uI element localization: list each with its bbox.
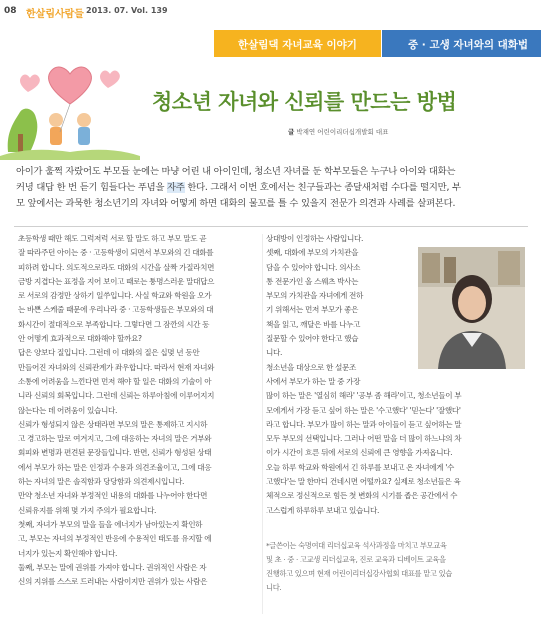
text-line: 초등학생 때만 해도 그럭저럭 서로 할 말도 하고 부모 말도 곧: [18, 234, 207, 243]
text-line: 상대방이 인정하는 사람입니다.: [266, 234, 364, 243]
text-line: 청소년을 대상으로 한 설문조: [266, 362, 357, 372]
text-line: 만들어진 자녀와의 신뢰관계가 좌우합니다. 따라서 현재 자녀와: [18, 362, 215, 372]
section-tab: [214, 30, 381, 57]
text-line: 둘째, 부모는 말에 권위를 가져야 합니다. 권위적인 사람은 자: [18, 562, 207, 572]
lead-line: 한다. 그래서 이번 호에서는 친구들과는 종달새처럼 수다를 떨지만, 부: [184, 182, 461, 193]
text-line: 셋째, 대화에 부모의 가치관을: [266, 248, 359, 258]
lead-paragraph: [16, 164, 526, 212]
author-note: [266, 539, 452, 595]
text-line: 모에게서 가장 듣고 싶어 하는 말은 '수고했다' '믿는다' '잘했다': [266, 405, 461, 415]
small-heart-icon: [100, 71, 120, 88]
byline-prefix: 글: [288, 128, 295, 136]
page-number: 08: [4, 6, 17, 16]
grass-icon: [0, 150, 140, 160]
text-line: 신뢰유지를 위해 몇 가지 주의가 필요합니다.: [18, 505, 157, 515]
text-line: 모두 부모의 선택입니다. 그러나 어떤 말을 더 많이 하느냐의 차: [266, 434, 462, 444]
text-line: 체적으로 정신적으로 힘든 첫 변화의 시기를 좁은 공간에서 수: [266, 491, 458, 501]
divider: [14, 226, 528, 227]
text-line: 소통에 어려움을 느낀다면 먼저 해야 할 일은 대화의 기술이 아: [18, 376, 212, 386]
text-line: 잘 따라주던 아이는 중 · 고등학생이 되면서 부모와의 긴 대화를: [18, 248, 214, 258]
article-byline: [288, 127, 388, 136]
text-line: 니다.: [266, 583, 282, 592]
body-column-left: [18, 232, 260, 589]
topic-tab-label: 중 · 고생 자녀와의 대화법: [408, 39, 529, 51]
text-line: 사에서 부모가 하는 말 중 가장: [266, 376, 361, 386]
child-figure-icon: [49, 113, 63, 127]
text-line: 오늘 하루 학교와 학원에서 긴 하루를 보내고 온 자녀에게 '수: [266, 462, 454, 472]
lead-line: 모 앞에서는 과묵한 청소년기의 자녀와 어떻게 하면 대화의 물꼬를 틀 수 있을지 전문가 의견과 사례를 살펴본다.: [16, 198, 456, 209]
text-line: 로 서로의 감정만 상하기 일쑤입니다. 사실 학교와 학원을 오가: [18, 291, 212, 301]
text-line: 금방 지겹다는 표정을 지어 보이고 때로는 퉁명스러운 말대답으: [18, 276, 215, 286]
small-heart-icon: [20, 75, 40, 92]
text-line: 않는다는 데 어려움이 있습니다.: [18, 405, 118, 415]
text-line: 하는 자녀의 말은 솔직함과 당당함과 의견제시입니다.: [18, 477, 185, 487]
text-line: 라고 합니다. 부모가 많이 하는 말과 아이들이 듣고 싶어하는 말: [266, 419, 462, 429]
text-line: 고스럽게 하루하루 보내고 있습니다.: [266, 505, 380, 515]
author-photo: [418, 247, 525, 369]
magazine-name: 한살림사람들: [26, 9, 84, 20]
byline-author: 박재연 어린이리더십개발회 대표: [296, 128, 389, 136]
topic-tab: [382, 30, 541, 57]
text-line: 답은 양보다 질입니다. 그런데 이 대화의 질은 십몇 년 동안: [18, 348, 200, 358]
text-line: 이가 시간이 흐른 뒤에 서로의 신뢰에 큰 영향을 가져옵니다.: [266, 448, 453, 458]
issue-info: 2013. 07. Vol. 139: [86, 6, 168, 15]
text-line: 질문할 수 있어야 한다고 했습: [266, 334, 359, 344]
text-line: 만약 청소년 자녀와 부정적인 내용의 대화를 나누어야 한다면: [18, 491, 208, 501]
text-line: 담을 수 있어야 합니다. 의사소: [266, 262, 361, 272]
text-line: 신의 지위를 스스로 드러내는 사람이지만 권위가 있는 사람은: [18, 577, 208, 587]
text-line: *글쓴이는 숙명여대 리더십교육 석사과정을 마치고 부모교육: [266, 541, 447, 550]
hearts-illustration: [0, 52, 140, 160]
text-line: 통 전문가인 올 스웨츠 박사는: [266, 276, 359, 286]
text-line: 니다.: [266, 348, 283, 358]
lead-highlight: 자주: [167, 182, 185, 193]
text-line: 고, 부모는 자녀의 부정적인 반응에 수용적인 태도를 유지할 에: [18, 534, 212, 544]
article-title: 청소년 자녀와 신뢰를 만드는 방법: [152, 90, 457, 114]
text-line: 너지가 있는지 확인해야 합니다.: [18, 548, 118, 558]
text-line: 는 바쁜 스케줄 때문에 우리나라 중 · 고등학생들은 부모와의 대: [18, 305, 214, 315]
text-line: 화시간이 절대적으로 부족합니다. 그렇다면 그 잠깐의 시간 동: [18, 319, 210, 329]
lead-line: 아이가 훌쩍 자랐어도 부모들 눈에는 마냥 어린 내 아이인데, 청소년 자녀를 둔 학부모들은 누구나 아이와 대화는: [16, 166, 456, 177]
text-line: 에서 부모가 하는 말은 인정과 수용과 의견조율이고, 그에 대응: [18, 462, 212, 472]
text-line: 신뢰가 형성되지 않은 상태라면 부모의 말은 통제하고 지시하: [18, 419, 208, 429]
text-line: 및 초 · 중 · 고교생 리더십교육, 진로 교육과 디베이트 교육을: [266, 555, 446, 564]
text-line: 많이 하는 말은 '열심히 해라' '공부 좀 해라'이고, 청소년들이 부: [266, 391, 462, 401]
section-tab-label: 한살림댁 자녀교육 이야기: [238, 39, 357, 51]
text-line: 첫째, 자녀가 부모의 말을 들을 에너지가 남아있는지 확인하: [18, 519, 203, 529]
text-line: 피하려 합니다. 의도적으로라도 대화의 시간을 살짝 가질라치면: [18, 262, 215, 272]
text-line: 기 위해서는 먼저 부모가 좋은: [266, 305, 359, 315]
text-line: 책을 읽고, 깨달은 바를 나누고: [266, 319, 361, 329]
text-line: 니라 신뢰의 회복입니다. 그런데 신뢰는 하루아침에 이루어지지: [18, 391, 215, 401]
lead-line: 커녕 대답 한 번 듣기 힘들다는 푸념을: [16, 182, 167, 193]
text-line: 회피와 변명과 편견된 문장들입니다. 반면, 신뢰가 형성된 상태: [18, 448, 212, 458]
child-figure-icon: [77, 113, 91, 127]
column-divider: [262, 234, 263, 614]
text-line: 부모의 가치관을 자녀에게 전하: [266, 291, 364, 301]
text-line: 고했다'는 말 한마디 건네시면 어떨까요? 실제로 청소년들은 육: [266, 477, 461, 487]
page-header: [0, 0, 541, 22]
heart-balloon-icon: [49, 67, 92, 104]
text-line: 안 어떻게 효과적으로 대화해야 할까요?: [18, 334, 142, 344]
text-line: 고 경고하는 말로 여겨지고, 그에 대응하는 자녀의 말은 거부와: [18, 434, 212, 444]
text-line: 진행하고 있으며 현재 어린이리더십강사협회 대표를 맡고 있습: [266, 569, 452, 578]
